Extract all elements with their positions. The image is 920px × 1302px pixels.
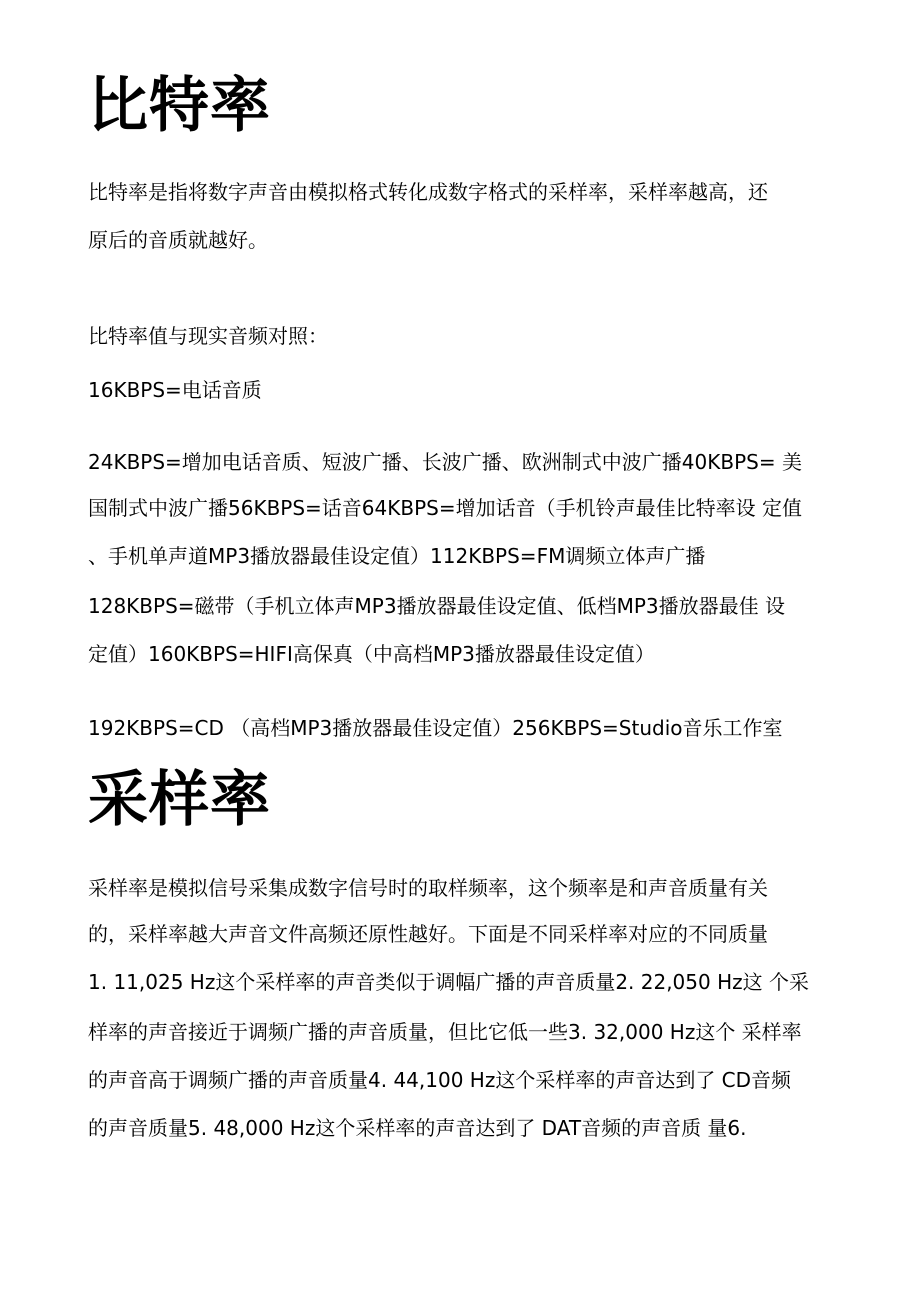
section-title-bitrate: 比特率 <box>88 71 271 141</box>
sample-rate-line-4: 样率的声音接近于调频广播的声音质量，但比它低一些3. 32,000 Hz这个 采样率 <box>88 1020 802 1044</box>
intro-line-2: 原后的音质就越好。 <box>88 228 268 252</box>
bitrate-item-16kbps: 16KBPS=电话音质 <box>88 378 262 402</box>
sample-rate-line-5: 的声音高于调频广播的声音质量4. 44,100 Hz这个采样率的声音达到了 CD音频 <box>88 1068 792 1092</box>
bitrate-list-line-3: 、手机单声道MP3播放器最佳设定值）112KBPS=FM调频立体声广播 <box>88 544 706 568</box>
bitrate-list-line-2: 国制式中波广播56KBPS=话音64KBPS=增加话音（手机铃声最佳比特率设 定值 <box>88 496 802 520</box>
sample-rate-line-6: 的声音质量5. 48,000 Hz这个采样率的声音达到了 DAT音频的声音质 量6. <box>88 1116 747 1140</box>
comparison-heading: 比特率值与现实音频对照： <box>88 324 328 348</box>
bitrate-item-192kbps: 192KBPS=CD （高档MP3播放器最佳设定值）256KBPS=Studio音乐工作室 <box>88 716 783 740</box>
bitrate-list-line-1: 24KBPS=增加电话音质、短波广播、长波广播、欧洲制式中波广播40KBPS= 美 <box>88 450 802 474</box>
bitrate-list-line-4: 128KBPS=磁带（手机立体声MP3播放器最佳设定值、低档MP3播放器最佳 设 <box>88 594 785 618</box>
sample-rate-line-2: 的，采样率越大声音文件高频还原性越好。下面是不同采样率对应的不同质量 <box>88 922 768 946</box>
sample-rate-line-1: 采样率是模拟信号采集成数字信号时的取样频率，这个频率是和声音质量有关 <box>88 876 768 900</box>
section-title-sample-rate: 采样率 <box>88 765 271 835</box>
sample-rate-line-3: 1. 11,025 Hz这个采样率的声音类似于调幅广播的声音质量2. 22,050 Hz这 个采 <box>88 970 809 994</box>
intro-line-1: 比特率是指将数字声音由模拟格式转化成数字格式的采样率，采样率越高，还 <box>88 180 768 204</box>
bitrate-list-line-5: 定值）160KBPS=HIFI高保真（中高档MP3播放器最佳设定值） <box>88 642 655 666</box>
